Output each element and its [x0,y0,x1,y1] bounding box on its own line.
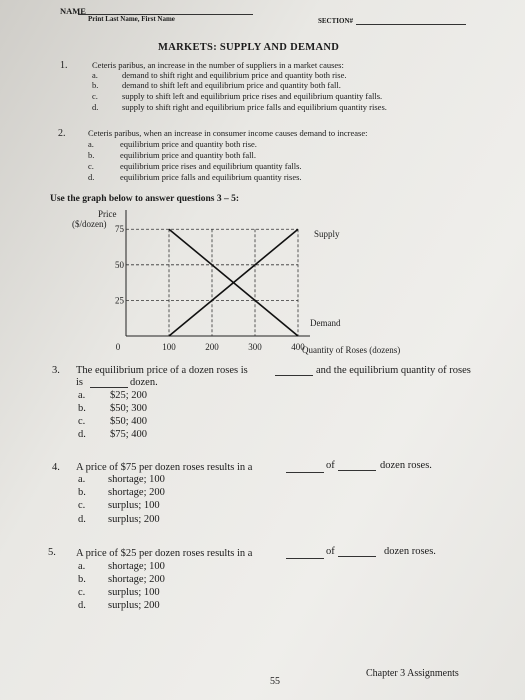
option-letter: d. [92,102,99,112]
option-text: demand to shift right and equilibrium price and quantity both rise. [122,70,347,80]
x-tick-label: 100 [162,342,176,352]
option-letter: b. [78,403,86,414]
question-stem-is: is [76,377,84,388]
option-text: surplus; 200 [108,514,160,525]
option-text: $50; 400 [110,416,148,427]
answer-blank [286,558,324,559]
answer-blank [338,470,376,471]
option-letter: b. [92,80,99,90]
option-text: surplus; 100 [108,500,160,511]
option-text: equilibrium price and quantity both rise. [120,139,257,149]
chapter-label: Chapter 3 Assignments [366,668,459,679]
question-stem-of: of [326,546,335,557]
option-letter: c. [78,416,86,427]
x-tick-label: 400 [291,342,305,352]
option-text: demand to shift left and equilibrium price and quantity both fall. [122,80,341,90]
x-tick-label: 0 [115,342,121,352]
option-letter: b. [78,487,86,498]
y-axis-label-unit: ($/dozen) [72,219,107,229]
x-axis-label: Quantity of Roses (dozens) [302,345,401,355]
option-text: supply to shift right and equilibrium price falls and equilibrium quantity rises. [122,102,387,112]
answer-blank [90,387,128,388]
question-number: 2. [58,128,66,139]
option-text: $75; 400 [110,429,148,440]
option-letter: d. [78,600,86,611]
question-stem-dozen: dozen. [130,377,158,388]
option-letter: b. [88,150,95,160]
option-text: supply to shift left and equilibrium price rises and equilibrium quantity falls. [122,91,383,101]
question-stem-end: dozen roses. [384,546,436,557]
option-text: $25; 200 [110,390,148,401]
page-title: MARKETS: SUPPLY AND DEMAND [158,42,340,53]
answer-blank [286,472,324,473]
question-stem-end: dozen roses. [380,460,432,471]
question-stem-continued: and the equilibrium quantity of roses [316,365,471,376]
question-stem: A price of $25 per dozen roses results in a [76,548,253,559]
y-tick-label: 75 [115,224,124,235]
option-text: equilibrium price rises and equilibrium quantity falls. [120,161,302,171]
option-letter: c. [78,587,86,598]
question-stem: The equilibrium price of a dozen roses is [76,365,248,376]
question-number: 5. [48,547,56,558]
section-label: SECTION# [318,17,354,25]
y-tick-label: 25 [115,295,124,306]
y-tick-label: 50 [115,259,124,270]
question-number: 3. [52,365,60,376]
option-letter: c. [92,91,98,101]
option-letter: a. [88,139,94,149]
option-text: surplus; 100 [108,587,160,598]
option-text: surplus; 200 [108,600,160,611]
question-stem: Ceteris paribus, when an increase in consumer income causes demand to increase: [88,128,368,138]
option-letter: d. [78,514,86,525]
option-text: $50; 300 [110,403,148,414]
question-stem: Ceteris paribus, an increase in the number of suppliers in a market causes: [92,60,344,70]
question-number: 4. [52,462,60,473]
option-letter: a. [78,390,86,401]
x-tick-label: 300 [248,342,262,352]
option-letter: a. [78,474,86,485]
option-text: shortage; 200 [108,487,165,498]
option-letter: a. [78,561,86,572]
option-letter: c. [78,500,86,511]
supply-curve-label: Supply [314,229,340,240]
demand-curve-label: Demand [310,318,341,328]
question-number: 1. [60,60,68,71]
page-number: 55 [270,676,280,687]
option-text: shortage; 100 [108,561,165,572]
option-text: equilibrium price falls and equilibrium quantity rises. [120,172,302,182]
option-letter: d. [88,172,95,182]
x-tick-label: 200 [205,342,219,352]
name-sublabel: Print Last Name, First Name [88,15,175,23]
question-stem: A price of $75 per dozen roses results in a [76,462,253,473]
name-label: NAME [60,6,86,16]
option-letter: c. [88,161,94,171]
option-text: shortage; 200 [108,574,165,585]
option-text: shortage; 100 [108,474,165,485]
option-text: equilibrium price and quantity both fall. [120,150,256,160]
answer-blank [338,556,376,557]
answer-blank [275,375,313,376]
question-stem-of: of [326,460,335,471]
y-axis-label: Price [98,209,117,219]
graph-instructions: Use the graph below to answer questions 3 – 5: [50,194,240,204]
option-letter: d. [78,429,86,440]
option-letter: b. [78,574,86,585]
option-letter: a. [92,70,98,80]
